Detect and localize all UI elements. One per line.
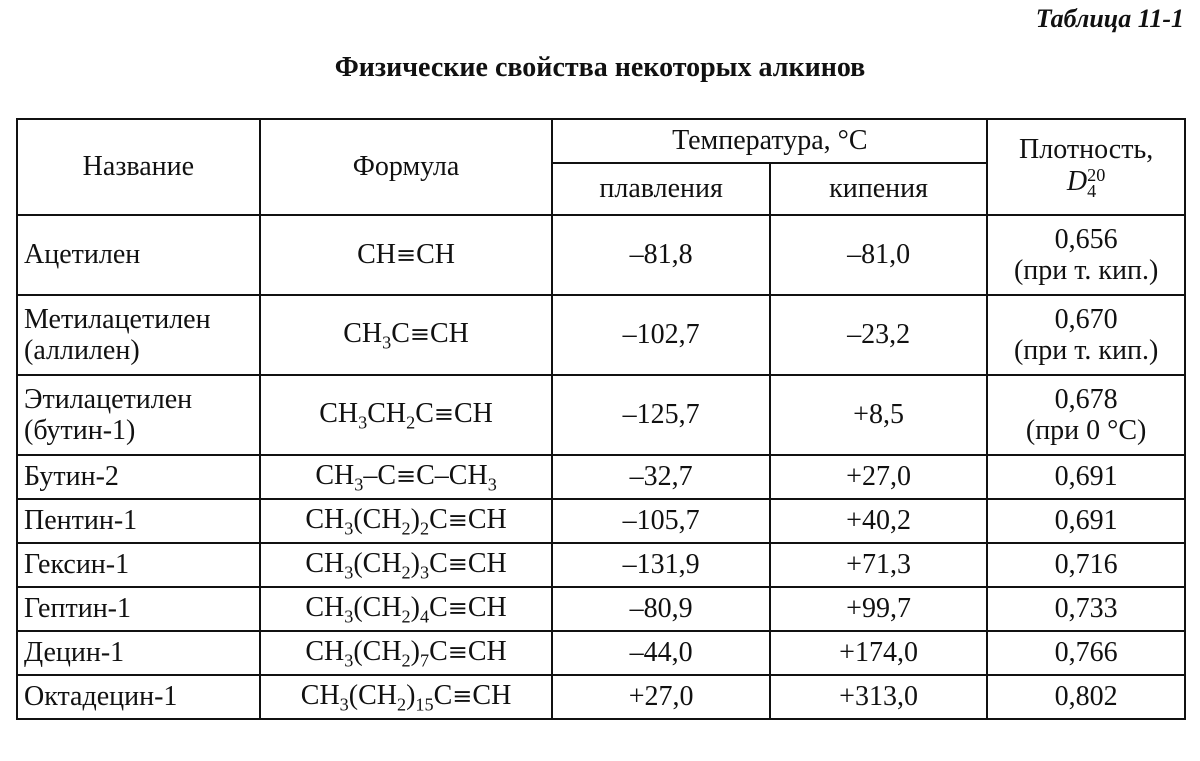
header-density xyxy=(987,119,1185,215)
cell-name xyxy=(17,499,260,543)
cell-melting: –80,9 xyxy=(552,587,770,631)
cell-name xyxy=(17,543,260,587)
table-row xyxy=(17,587,1185,631)
cell-density xyxy=(987,295,1185,375)
table-body xyxy=(17,215,1185,719)
triple-bond-symbol: ≡ xyxy=(395,241,417,270)
cell-melting: –32,7 xyxy=(552,455,770,499)
density-value: 0,716 xyxy=(1054,549,1118,581)
header-density-word: Плотность, xyxy=(1019,134,1154,166)
cell-density xyxy=(987,543,1185,587)
triple-bond-symbol: ≡ xyxy=(447,505,468,534)
density-indices xyxy=(1087,164,1106,202)
density-condition: (при 0 °C) xyxy=(1025,415,1147,446)
cell-formula: $CH_3(CH_2)_2C\equiv CH$ xyxy=(260,499,553,543)
density-value: 0,656 xyxy=(1054,223,1118,255)
name-line: Метилацетилен xyxy=(24,303,211,335)
formula-subscript: 3 xyxy=(358,412,368,433)
cell-name xyxy=(17,295,260,375)
cell-density xyxy=(987,499,1185,543)
table-row xyxy=(17,455,1185,499)
density-sup: 20 xyxy=(1087,164,1106,185)
cell-density xyxy=(987,215,1185,295)
triple-bond-symbol: ≡ xyxy=(396,461,417,490)
triple-bond-symbol: ≡ xyxy=(447,637,468,666)
cell-density xyxy=(987,675,1185,719)
formula-subscript: 3 xyxy=(344,650,354,671)
density-value: 0,678 xyxy=(1054,383,1118,415)
name-line: (бутин-1) xyxy=(24,415,136,446)
cell-formula: $CH_3CH_2C\equiv CH$ xyxy=(260,375,553,455)
formula-subscript: 15 xyxy=(415,694,434,715)
cell-boiling: +99,7 xyxy=(770,587,987,631)
cell-boiling: –81,0 xyxy=(770,215,987,295)
formula-subscript: 3 xyxy=(487,474,497,495)
cell-melting: –81,8 xyxy=(552,215,770,295)
cell-boiling: –23,2 xyxy=(770,295,987,375)
formula-subscript: 4 xyxy=(419,606,430,627)
cell-boiling: +40,2 xyxy=(770,499,987,543)
triple-bond-symbol: ≡ xyxy=(447,593,468,622)
formula-subscript: 3 xyxy=(419,562,430,583)
header-melting: плавления xyxy=(552,163,770,215)
density-value: 0,691 xyxy=(1054,505,1118,537)
formula-subscript: 2 xyxy=(401,650,411,671)
formula-subscript: 2 xyxy=(401,518,411,539)
header-name: Название xyxy=(17,119,260,215)
formula-subscript: 3 xyxy=(344,562,354,583)
cell-density xyxy=(987,375,1185,455)
cell-boiling: +27,0 xyxy=(770,455,987,499)
cell-density xyxy=(987,587,1185,631)
density-condition: (при т. кип.) xyxy=(1013,335,1159,366)
density-value: 0,802 xyxy=(1054,681,1118,713)
formula-subscript: 3 xyxy=(344,606,354,627)
formula-subscript: 2 xyxy=(406,412,416,433)
table-title: Физические свойства некоторых алкинов xyxy=(334,52,866,83)
cell-formula: $CH_3(CH_2)_4C\equiv CH$ xyxy=(260,587,553,631)
formula-subscript: 2 xyxy=(401,606,411,627)
cell-boiling: +71,3 xyxy=(770,543,987,587)
cell-name xyxy=(17,375,260,455)
triple-bond-symbol: ≡ xyxy=(452,681,473,710)
cell-melting: +27,0 xyxy=(552,675,770,719)
cell-melting: –44,0 xyxy=(552,631,770,675)
cell-melting: –102,7 xyxy=(552,295,770,375)
cell-formula: $CH_3(CH_2)_7C\equiv CH$ xyxy=(260,631,553,675)
formula-subscript: 3 xyxy=(344,518,354,539)
table-row xyxy=(17,631,1185,675)
formula-subscript: 2 xyxy=(401,562,411,583)
cell-boiling: +313,0 xyxy=(770,675,987,719)
cell-density xyxy=(987,455,1185,499)
table-row xyxy=(17,295,1185,375)
formula-subscript: 2 xyxy=(397,694,407,715)
formula-subscript: 3 xyxy=(354,474,364,495)
name-line: Бутин-2 xyxy=(24,461,119,493)
name-line: Пентин-1 xyxy=(24,505,138,537)
name-line: Децин-1 xyxy=(24,637,125,669)
table-row xyxy=(17,675,1185,719)
density-value: 0,691 xyxy=(1054,461,1118,493)
cell-density xyxy=(987,631,1185,675)
cell-formula: $CH_3-C\equiv C-CH_3$ xyxy=(260,455,553,499)
formula-subscript: 2 xyxy=(419,518,430,539)
name-line: Этилацетилен xyxy=(24,383,193,415)
name-line: Гептин-1 xyxy=(24,593,131,625)
formula-subscript: 3 xyxy=(339,694,349,715)
alkynes-properties-table xyxy=(16,118,1186,720)
table-row xyxy=(17,375,1185,455)
cell-name xyxy=(17,455,260,499)
table-row xyxy=(17,543,1185,587)
name-line: (аллилен) xyxy=(24,335,140,366)
triple-bond-symbol: ≡ xyxy=(409,319,430,348)
cell-formula: CH≡CH xyxy=(260,215,553,295)
formula-subscript: 7 xyxy=(419,650,430,671)
cell-name xyxy=(17,675,260,719)
triple-bond-symbol: ≡ xyxy=(433,399,454,428)
cell-name xyxy=(17,215,260,295)
name-line: Гексин-1 xyxy=(24,549,130,581)
name-line: Октадецин-1 xyxy=(24,681,178,713)
triple-bond-symbol: ≡ xyxy=(447,549,468,578)
cell-melting: –125,7 xyxy=(552,375,770,455)
density-sub: 4 xyxy=(1087,181,1097,202)
header-formula: Формула xyxy=(260,119,553,215)
header-temperature: Температура, °C xyxy=(552,119,987,163)
density-condition: (при т. кип.) xyxy=(1013,255,1159,286)
table-row xyxy=(17,215,1185,295)
cell-melting: –105,7 xyxy=(552,499,770,543)
cell-melting: –131,9 xyxy=(552,543,770,587)
density-value: 0,733 xyxy=(1054,593,1118,625)
table-row xyxy=(17,499,1185,543)
cell-boiling: +174,0 xyxy=(770,631,987,675)
density-value: 0,766 xyxy=(1054,637,1118,669)
cell-formula: $CH_3(CH_2)_{15}C\equiv CH$ xyxy=(260,675,553,719)
formula-subscript: 3 xyxy=(382,332,392,353)
cell-boiling: +8,5 xyxy=(770,375,987,455)
cell-formula: $CH_3C\equiv CH$ xyxy=(260,295,553,375)
density-symbol: D xyxy=(1066,165,1088,197)
cell-name xyxy=(17,587,260,631)
cell-name xyxy=(17,631,260,675)
header-boiling: кипения xyxy=(770,163,987,215)
name-line: Ацетилен xyxy=(24,239,141,271)
density-value: 0,670 xyxy=(1054,303,1118,335)
table-number: Таблица 11-1 xyxy=(1035,4,1184,33)
cell-formula: $CH_3(CH_2)_3C\equiv CH$ xyxy=(260,543,553,587)
